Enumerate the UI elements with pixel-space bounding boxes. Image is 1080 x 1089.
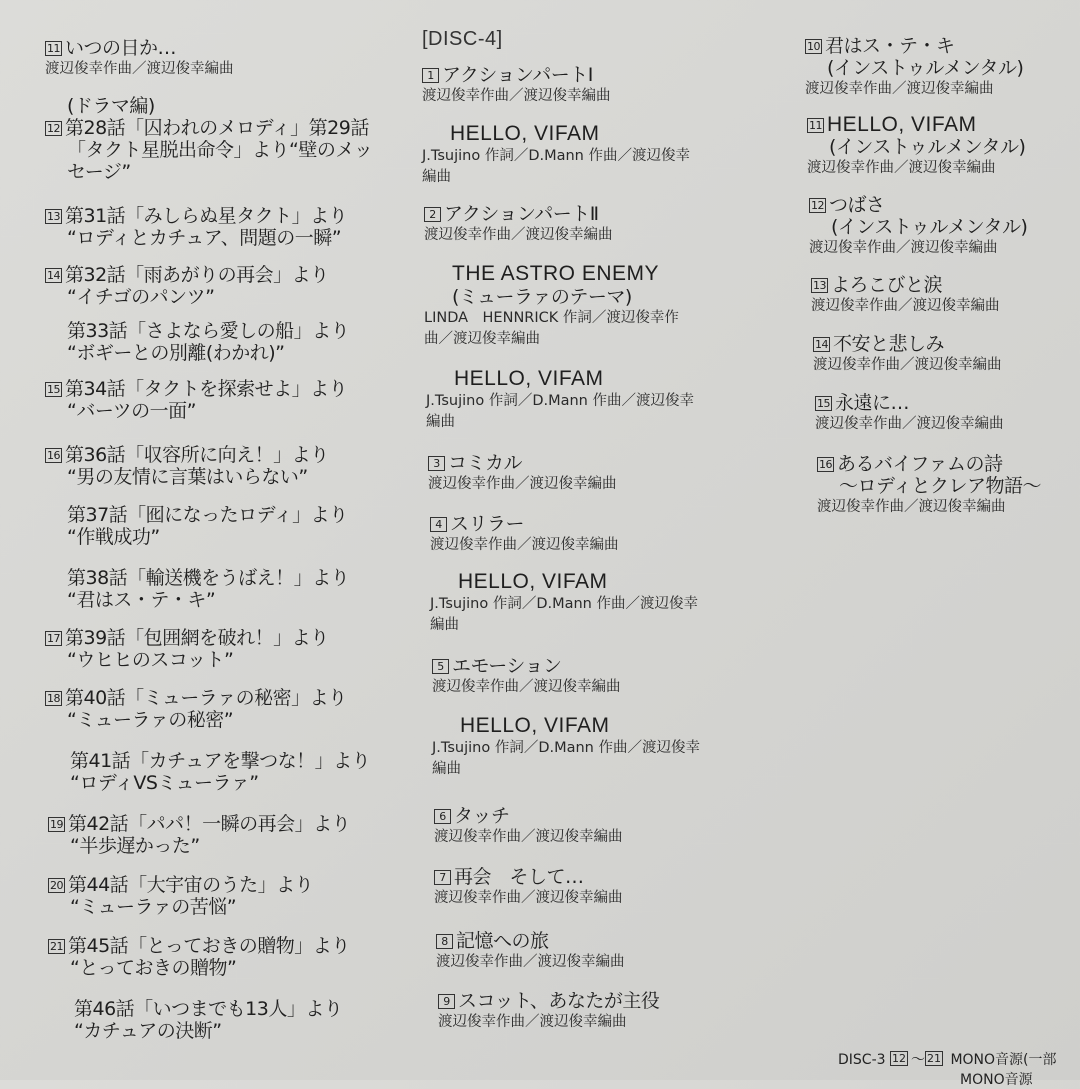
track-credit: 渡辺俊幸作曲／渡辺俊幸編曲 (805, 81, 994, 97)
track-entry (45, 37, 234, 80)
track-entry (45, 205, 347, 249)
track-subtitle: “バーツの一面” (67, 400, 196, 422)
track-title: 第46話「いつまでも13人」より (74, 998, 343, 1020)
track-title: 第42話「パパ！一瞬の再会」より (68, 813, 351, 835)
track-credit: 渡辺俊幸作曲／渡辺俊幸編曲 (434, 829, 623, 845)
track-title: アクションパートⅡ (444, 203, 599, 225)
track-subtitle: “君はス・テ・キ” (67, 589, 216, 611)
track-title: 第44話「大宇宙のうた」より (68, 874, 314, 896)
footer-text: MONO音源(一部 (950, 1052, 1057, 1068)
track-entry (45, 95, 372, 183)
track-number: 15 (817, 397, 830, 410)
track-title-english: HELLO, VIFAM (827, 113, 977, 136)
track-number: 7 (434, 870, 451, 885)
track-number: 12 (47, 122, 60, 135)
track-entry (45, 687, 347, 731)
track-subtitle: “半歩遅かった” (70, 835, 200, 857)
track-entry (428, 452, 617, 495)
footer-note-second-line (960, 1069, 1033, 1089)
track-entry (436, 930, 625, 973)
track-title: 再会 そして… (454, 866, 584, 888)
track-entry (430, 513, 619, 556)
middle-column (400, 0, 800, 1080)
track-subtitle: “カチュアの決断” (74, 1020, 222, 1042)
track-title: 第41話「カチュアを撃つな！」より (70, 750, 371, 772)
track-credit: J.Tsujino 作詞／D.Mann 作曲／渡辺俊幸 (426, 393, 694, 409)
track-subtitle: “ロディとカチュア、問題の一瞬” (67, 227, 342, 249)
track-title: つばさ (829, 194, 885, 216)
track-subtitle: (インストゥルメンタル) (831, 216, 1028, 238)
track-title: 第34話「タクトを探索せよ」より (65, 378, 348, 400)
track-credit: 渡辺俊幸作曲／渡辺俊幸編曲 (434, 890, 623, 906)
track-title-english: THE ASTRO ENEMY (452, 262, 660, 285)
track-number: 15 (47, 383, 60, 396)
track-number: 13 (47, 210, 60, 223)
track-title: 第28話「囚われのメロディ」第29話 (65, 117, 369, 139)
track-subtitle: (インストゥルメンタル) (829, 136, 1026, 158)
footer-disc-label: DISC-3 (838, 1052, 886, 1068)
track-credit: 渡辺俊幸作曲／渡辺俊幸編曲 (428, 476, 617, 492)
track-credit: 曲／渡辺俊幸編曲 (424, 331, 540, 347)
track-credit: J.Tsujino 作詞／D.Mann 作曲／渡辺俊幸 (430, 596, 698, 612)
track-entry (815, 392, 1004, 435)
track-credit: 渡辺俊幸作曲／渡辺俊幸編曲 (422, 88, 611, 104)
track-number: 18 (47, 692, 60, 705)
track-number: 12 (811, 199, 824, 212)
track-title-english: HELLO, VIFAM (450, 122, 600, 145)
track-subtitle: 「タクト星脱出命令」より“壁のメッ (67, 139, 373, 161)
track-title: 第31話「みしらぬ星タクト」より (65, 205, 348, 227)
track-subtitle: “ボギーとの別離(わかれ)” (67, 342, 285, 364)
track-entry (438, 990, 659, 1033)
track-number: 9 (438, 994, 455, 1009)
track-credit: 渡辺俊幸作曲／渡辺俊幸編曲 (432, 679, 621, 695)
footer-range-end: 21 (926, 1052, 941, 1065)
track-subtitle: 〜ロディとクレア物語〜 (839, 475, 1041, 497)
track-title: 不安と悲しみ (833, 333, 945, 355)
track-title: 記憶への旅 (456, 930, 549, 952)
track-title-english: HELLO, VIFAM (460, 714, 610, 737)
track-title: 君はス・テ・キ (825, 35, 955, 57)
footer-range-start: 12 (891, 1052, 906, 1065)
track-title: 第36話「収容所に向え！」より (65, 444, 329, 466)
track-subtitle: (ミューラァのテーマ) (452, 286, 632, 308)
track-credit: 渡辺俊幸作曲／渡辺俊幸編曲 (809, 240, 998, 256)
track-credit: 渡辺俊幸作曲／渡辺俊幸編曲 (438, 1014, 627, 1030)
track-number: 8 (436, 934, 453, 949)
track-subtitle: “ミューラァの秘密” (67, 709, 234, 731)
track-subtitle: “作戦成功” (67, 526, 160, 548)
track-entry (817, 453, 1041, 518)
track-entry (67, 320, 349, 364)
track-number: 11 (809, 119, 822, 132)
section-label: (ドラマ編) (67, 95, 155, 117)
track-entry (422, 64, 611, 107)
track-subtitle: “ミューラァの苦悩” (70, 896, 237, 918)
track-title-english: HELLO, VIFAM (458, 570, 608, 593)
track-entry (809, 194, 1027, 259)
track-number: 20 (50, 879, 63, 892)
track-subtitle: “ウヒヒのスコット” (67, 649, 234, 671)
track-title: スコット、あなたが主役 (458, 990, 660, 1012)
track-number: 3 (428, 456, 445, 471)
track-number: 16 (47, 449, 60, 462)
track-entry (48, 935, 350, 979)
track-number: 1 (422, 68, 439, 83)
track-title: 第33話「さよなら愛しの船」より (67, 320, 350, 342)
right-column (800, 0, 1080, 1080)
track-subtitle: セージ” (67, 161, 131, 183)
track-entry (805, 35, 1023, 100)
track-title: 第38話「輸送機をうばえ！」より (67, 567, 350, 589)
left-column (0, 0, 400, 1080)
track-title: よろこびと涙 (831, 274, 943, 296)
track-number: 6 (434, 809, 451, 824)
track-number: 4 (430, 517, 447, 532)
track-credit: LINDA HENNRICK 作詞／渡辺俊幸作 (424, 310, 679, 326)
track-entry (67, 504, 348, 548)
track-entry (813, 333, 1002, 376)
track-title: あるバイファムの詩 (837, 453, 1003, 475)
track-entry (430, 570, 698, 636)
track-credit: 渡辺俊幸作曲／渡辺俊幸編曲 (807, 160, 996, 176)
track-title: 第32話「雨あがりの再会」より (65, 264, 329, 286)
track-title: エモーション (452, 655, 562, 677)
track-entry (434, 866, 623, 909)
footer-note: DISC-3 12 ～ 21 MONO音源(一部 (838, 1052, 1057, 1068)
track-credit: 編曲 (422, 169, 451, 185)
track-title-english: HELLO, VIFAM (454, 367, 604, 390)
track-entry (426, 367, 694, 433)
track-credit: 編曲 (430, 617, 459, 633)
track-credit: 渡辺俊幸作曲／渡辺俊幸編曲 (436, 954, 625, 970)
track-entry (74, 998, 342, 1042)
track-title: タッチ (454, 805, 510, 827)
track-entry (45, 444, 329, 488)
track-number: 5 (432, 659, 449, 674)
track-entry (48, 813, 350, 857)
track-entry (432, 714, 700, 780)
track-number: 21 (50, 940, 63, 953)
track-credit: J.Tsujino 作詞／D.Mann 作曲／渡辺俊幸 (432, 740, 700, 756)
track-entry (45, 378, 347, 422)
track-title: 第40話「ミューラァの秘密」より (65, 687, 347, 709)
track-title: 第45話「とっておきの贈物」より (68, 935, 350, 957)
track-number: 14 (815, 338, 828, 351)
track-title: いつの日か… (65, 37, 177, 59)
track-credit: 渡辺俊幸作曲／渡辺俊幸編曲 (430, 537, 619, 553)
track-number: 16 (819, 458, 832, 471)
track-credit: 渡辺俊幸作曲／渡辺俊幸編曲 (817, 499, 1006, 515)
track-entry (432, 655, 621, 698)
track-entry (45, 264, 329, 308)
track-entry (811, 274, 1000, 317)
track-entry (45, 627, 329, 671)
track-subtitle: “とっておきの贈物” (70, 957, 237, 979)
track-subtitle: “ロディVSミューラァ” (70, 772, 259, 794)
track-entry (48, 874, 313, 918)
track-number: 10 (807, 40, 820, 53)
track-credit: 編曲 (426, 414, 455, 430)
track-title: スリラー (450, 513, 525, 535)
track-credit: J.Tsujino 作詞／D.Mann 作曲／渡辺俊幸 (422, 148, 690, 164)
track-entry (67, 567, 349, 611)
track-credit: 渡辺俊幸作曲／渡辺俊幸編曲 (45, 61, 234, 77)
track-number: 2 (424, 207, 441, 222)
track-number: 14 (47, 269, 60, 282)
track-subtitle: (インストゥルメンタル) (827, 57, 1024, 79)
track-title: 第37話「囮になったロディ」より (67, 504, 348, 526)
track-credit: 渡辺俊幸作曲／渡辺俊幸編曲 (811, 298, 1000, 314)
track-number: 19 (50, 818, 63, 831)
track-title: コミカル (448, 452, 523, 474)
track-number: 13 (813, 279, 826, 292)
track-entry (424, 262, 679, 350)
track-subtitle: “イチゴのパンツ” (67, 286, 215, 308)
track-credit: 編曲 (432, 761, 461, 777)
track-entry (70, 750, 370, 794)
track-subtitle: “男の友情に言葉はいらない” (67, 466, 308, 488)
track-entry (422, 122, 690, 188)
track-credit: 渡辺俊幸作曲／渡辺俊幸編曲 (813, 357, 1002, 373)
track-number: 11 (47, 42, 60, 55)
track-entry (434, 805, 623, 848)
track-entry (424, 203, 613, 246)
track-credit: 渡辺俊幸作曲／渡辺俊幸編曲 (815, 416, 1004, 432)
track-entry (807, 114, 1025, 179)
track-title: アクションパートⅠ (442, 64, 593, 86)
disc-header: [DISC-4] (422, 28, 503, 50)
footer-text-2: MONO音源 (960, 1072, 1033, 1088)
track-title: 第39話「包囲網を破れ！」より (65, 627, 329, 649)
track-title: 永遠に… (835, 392, 910, 414)
track-credit: 渡辺俊幸作曲／渡辺俊幸編曲 (424, 227, 613, 243)
track-number: 17 (47, 632, 60, 645)
